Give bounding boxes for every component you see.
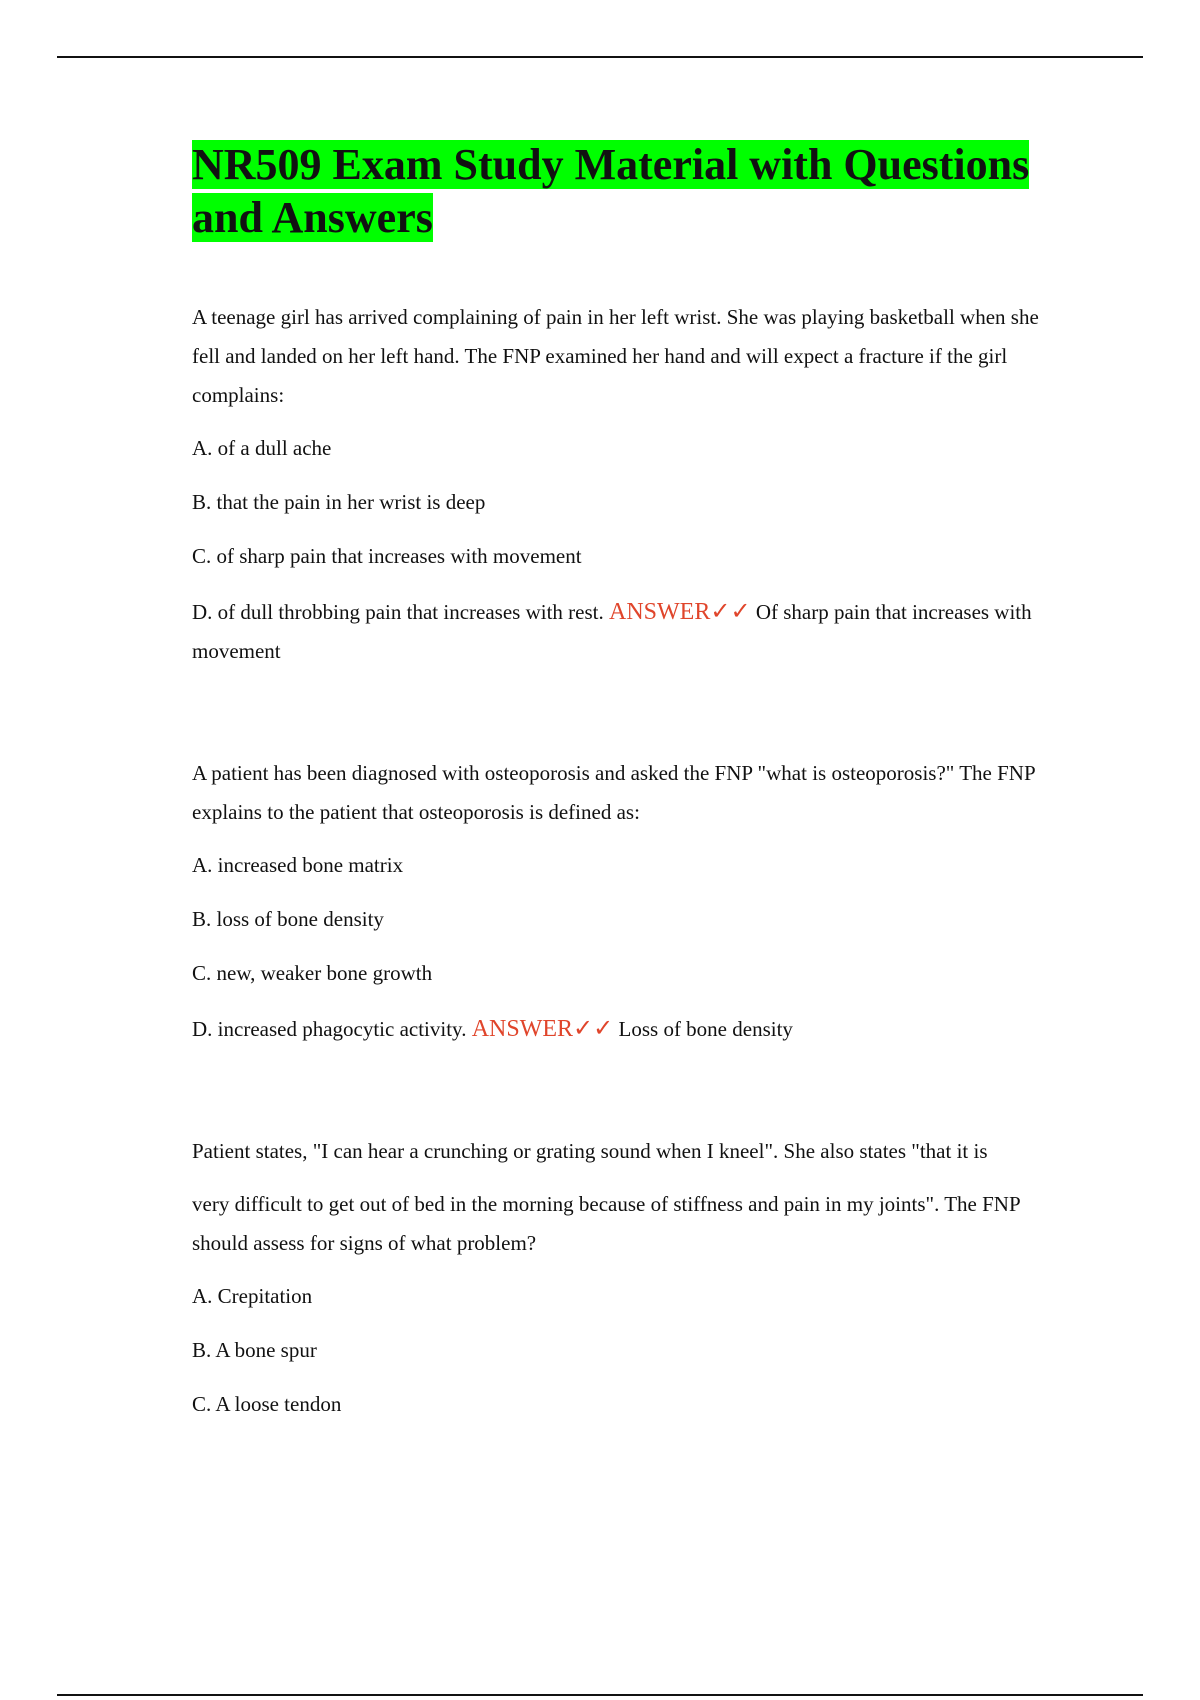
option-b: B. A bone spur — [192, 1338, 317, 1362]
answer-label: ANSWER✓✓ — [609, 599, 751, 625]
top-rule — [57, 56, 1143, 58]
option-a: A. increased bone matrix — [192, 853, 404, 877]
document-page — [192, 138, 1052, 1416]
answer-text: Loss of bone density — [618, 1017, 793, 1041]
option-b: B. that the pain in her wrist is deep — [192, 490, 486, 514]
option-c: C. A loose tendon — [192, 1392, 342, 1416]
question-stem-part-2: very difficult to get out of bed in the morning because of stiffness and pain in my joints". The FNP should assess for signs of what problem? — [192, 1192, 1020, 1255]
answer-text: Of sharp pain that increases with movement — [192, 600, 1032, 663]
question-2 — [192, 754, 1052, 1049]
question-stem: A teenage girl has arrived complaining of pain in her left wrist. She was playing basketball when she fell and landed on her left hand. The FNP examined her hand and will expect a fracture if the girl complains: — [192, 305, 1039, 407]
option-d: D. increased phagocytic activity. — [192, 1017, 467, 1041]
option-c: C. of sharp pain that increases with movement — [192, 544, 582, 568]
option-d-with-answer — [192, 593, 1052, 671]
option-d: D. of dull throbbing pain that increases with rest. — [192, 600, 604, 624]
question-3 — [192, 1132, 1052, 1424]
question-1 — [192, 298, 1052, 671]
option-c: C. new, weaker bone growth — [192, 961, 433, 985]
option-a: A. of a dull ache — [192, 436, 332, 460]
option-a: A. Crepitation — [192, 1284, 313, 1308]
answer-label: ANSWER✓✓ — [471, 1016, 614, 1042]
document-title: NR509 Exam Study Material with Questions and Answers — [192, 140, 1030, 242]
question-stem: A patient has been diagnosed with osteoporosis and asked the FNP "what is osteoporosis?" The FNP explains to the patient that osteoporosis is defined as: — [192, 761, 1035, 824]
question-stem-part-1: Patient states, "I can hear a crunching or grating sound when I kneel". She also states "that it is — [192, 1139, 988, 1163]
option-d-with-answer — [192, 1010, 1052, 1049]
bottom-rule — [57, 1694, 1143, 1696]
option-b: B. loss of bone density — [192, 907, 384, 931]
